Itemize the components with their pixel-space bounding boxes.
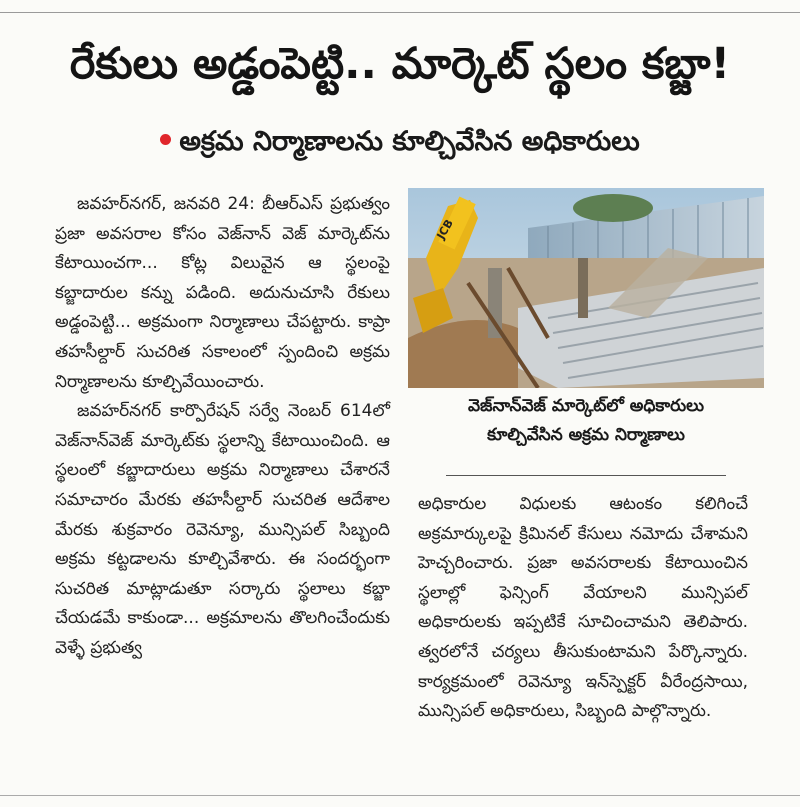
- photo-caption: [408, 392, 764, 476]
- subheadline: [0, 120, 800, 164]
- jcb-badge-text: JCB: [434, 217, 456, 242]
- paragraph: జవహర్‌నగర్ కార్పొరేషన్ సర్వే నెంబర్ 614లో వెజ్‌నాన్‌వెజ్ మార్కెట్‌కు స్థలాన్ని కేటాయించింది. ఆ స్థలంలో కబ్జాదారులు అక్రమ నిర్మాణాలు చేశారనే సమాచారం మేరకు తహసీల్దార్ సుచరిత ఆదేశాల మేరకు శుక్రవారం రెవెన్యూ, మున్సిపల్ సిబ్బంది అక్రమ కట్టడాలను కూల్చివేశారు. ఈ సందర్భంగా సుచరిత మాట్లాడుతూ సర్కారు స్థలాలు కబ్జా చేయడమే కాకుండా... అక్రమాలను తొలగించేందుకు వెళ్ళే ప్రభుత్వ: [55, 401, 390, 658]
- caption-underline: [446, 475, 726, 476]
- body-column-right: [418, 490, 748, 727]
- paragraph: జవహర్‌నగర్, జనవరి 24: బీఆర్ఎస్ ప్రభుత్వం ప్రజా అవసరాల కోసం వెజ్‌నాన్ వెజ్ మార్కెట్‌ను కేటాయించగా... కోట్ల విలువైన ఆ స్థలంపై కబ్జాదారుల కన్ను పడింది. అదునుచూసి రేకులు అడ్డంపెట్టి... అక్రమంగా నిర్మాణాలు చేపట్టారు. కాప్రా తహసీల్దార్ సుచరిత సకాలంలో స్పందించి అక్రమ నిర్మాణాలను కూల్చివేయించారు.: [55, 194, 390, 392]
- photo-caption-line: కూల్చివేసిన అక్రమ నిర్మాణాలు: [487, 425, 685, 445]
- red-bullet-icon: [160, 134, 171, 145]
- top-divider: [0, 12, 800, 13]
- demolition-photo-illustration: [408, 188, 764, 388]
- subheadline-text: అక్రమ నిర్మాణాలను కూల్చివేసిన అధికారులు: [179, 126, 640, 157]
- body-column-left: [55, 190, 390, 664]
- headline: రేకులు అడ్డంపెట్టి.. మార్కెట్ స్థలం కబ్జా!: [69, 39, 731, 89]
- top-cropped-strip: [0, 0, 800, 14]
- bottom-divider: [0, 795, 800, 796]
- photo-caption-line: వెజ్‌నాన్‌వెజ్ మార్కెట్‌లో అధికారులు: [467, 396, 705, 416]
- paragraph: అధికారుల విధులకు ఆటంకం కలిగించే అక్రమార్కులపై క్రిమినల్ కేసులు నమోదు చేశామని హెచ్చరించారు. ప్రజా అవసరాలకు కేటాయించిన స్థలాల్లో ఫెన్సింగ్ వేయాలని మున్సిపల్ అధికారులకు ఇప్పటికే సూచించామని తెలిపారు. త్వరలోనే చర్యలు తీసుకుంటామని పేర్కొన్నారు. కార్యక్రమంలో రెవెన్యూ ఇన్‌స్పెక్టర్ వీరేంద్రసాయి, మున్సిపల్ అధికారులు, సిబ్బంది పాల్గొన్నారు.: [418, 494, 748, 722]
- demolition-photo: [408, 188, 764, 388]
